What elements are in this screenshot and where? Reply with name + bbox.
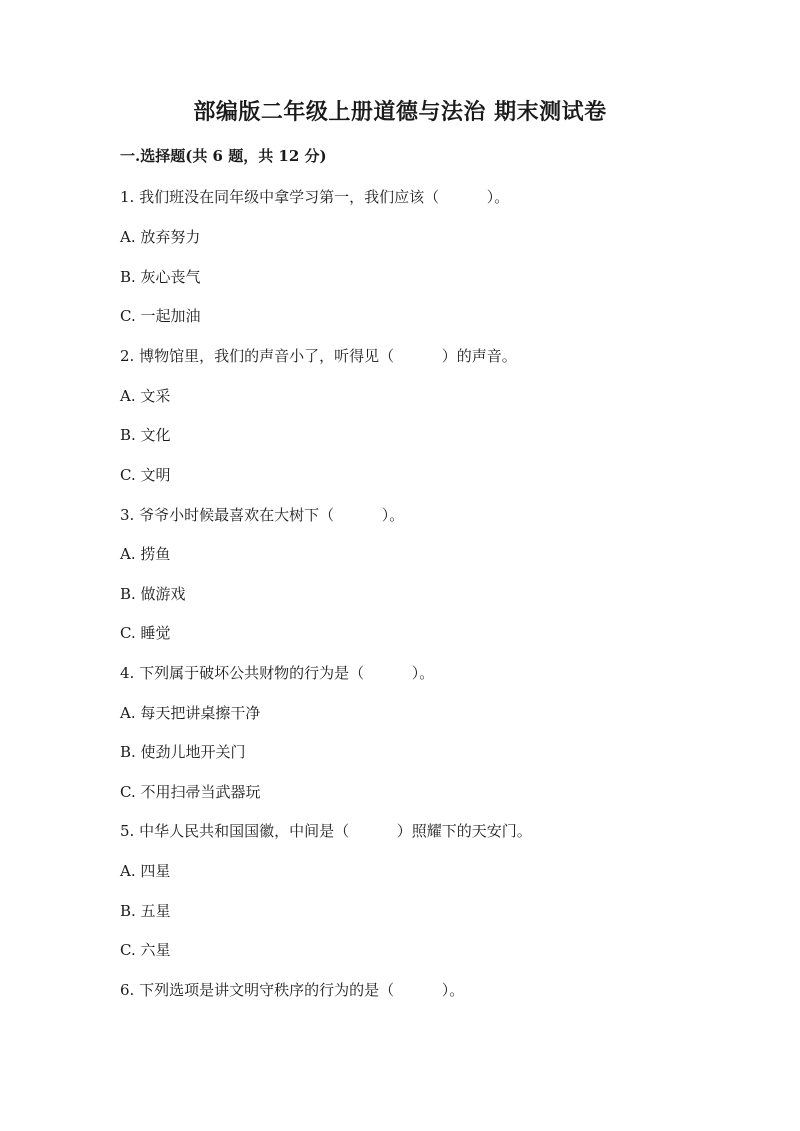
question-5-option-c: C. 六星: [120, 941, 171, 959]
question-5-stem: 5. 中华人民共和国国徽，中间是（ ）照耀下的天安门。: [120, 822, 532, 840]
question-5-option-a: A. 四星: [120, 862, 171, 880]
question-4-option-a: A. 每天把讲桌擦干净: [120, 704, 261, 722]
question-3-option-a: A. 捞鱼: [120, 545, 171, 563]
question-1-stem: 1. 我们班没在同年级中拿学习第一，我们应该（ ）。: [120, 188, 510, 206]
question-2-option-c: C. 文明: [120, 466, 171, 484]
question-3-option-c: C. 睡觉: [120, 624, 171, 642]
question-2-option-a: A. 文采: [120, 387, 171, 405]
question-1-option-c: C. 一起加油: [120, 307, 201, 325]
question-2-option-b: B. 文化: [120, 426, 171, 444]
question-4-stem: 4. 下列属于破坏公共财物的行为是（ ）。: [120, 664, 435, 682]
question-6-stem: 6. 下列选项是讲文明守秩序的行为的是（ ）。: [120, 981, 465, 999]
question-1-option-a: A. 放弃努力: [120, 228, 201, 246]
question-5-option-b: B. 五星: [120, 902, 171, 920]
question-3-option-b: B. 做游戏: [120, 585, 186, 603]
question-1-option-b: B. 灰心丧气: [120, 268, 201, 286]
page-title: 部编版二年级上册道德与法治 期末测试卷: [193, 99, 607, 125]
question-4-option-b: B. 使劲儿地开关门: [120, 743, 246, 761]
question-3-stem: 3. 爷爷小时候最喜欢在大树下（ ）。: [120, 506, 405, 524]
question-2-stem: 2. 博物馆里，我们的声音小了，听得见（ ）的声音。: [120, 347, 517, 365]
question-4-option-c: C. 不用扫帚当武器玩: [120, 783, 261, 801]
section-heading: 一.选择题(共 6 题，共 12 分): [120, 147, 327, 165]
